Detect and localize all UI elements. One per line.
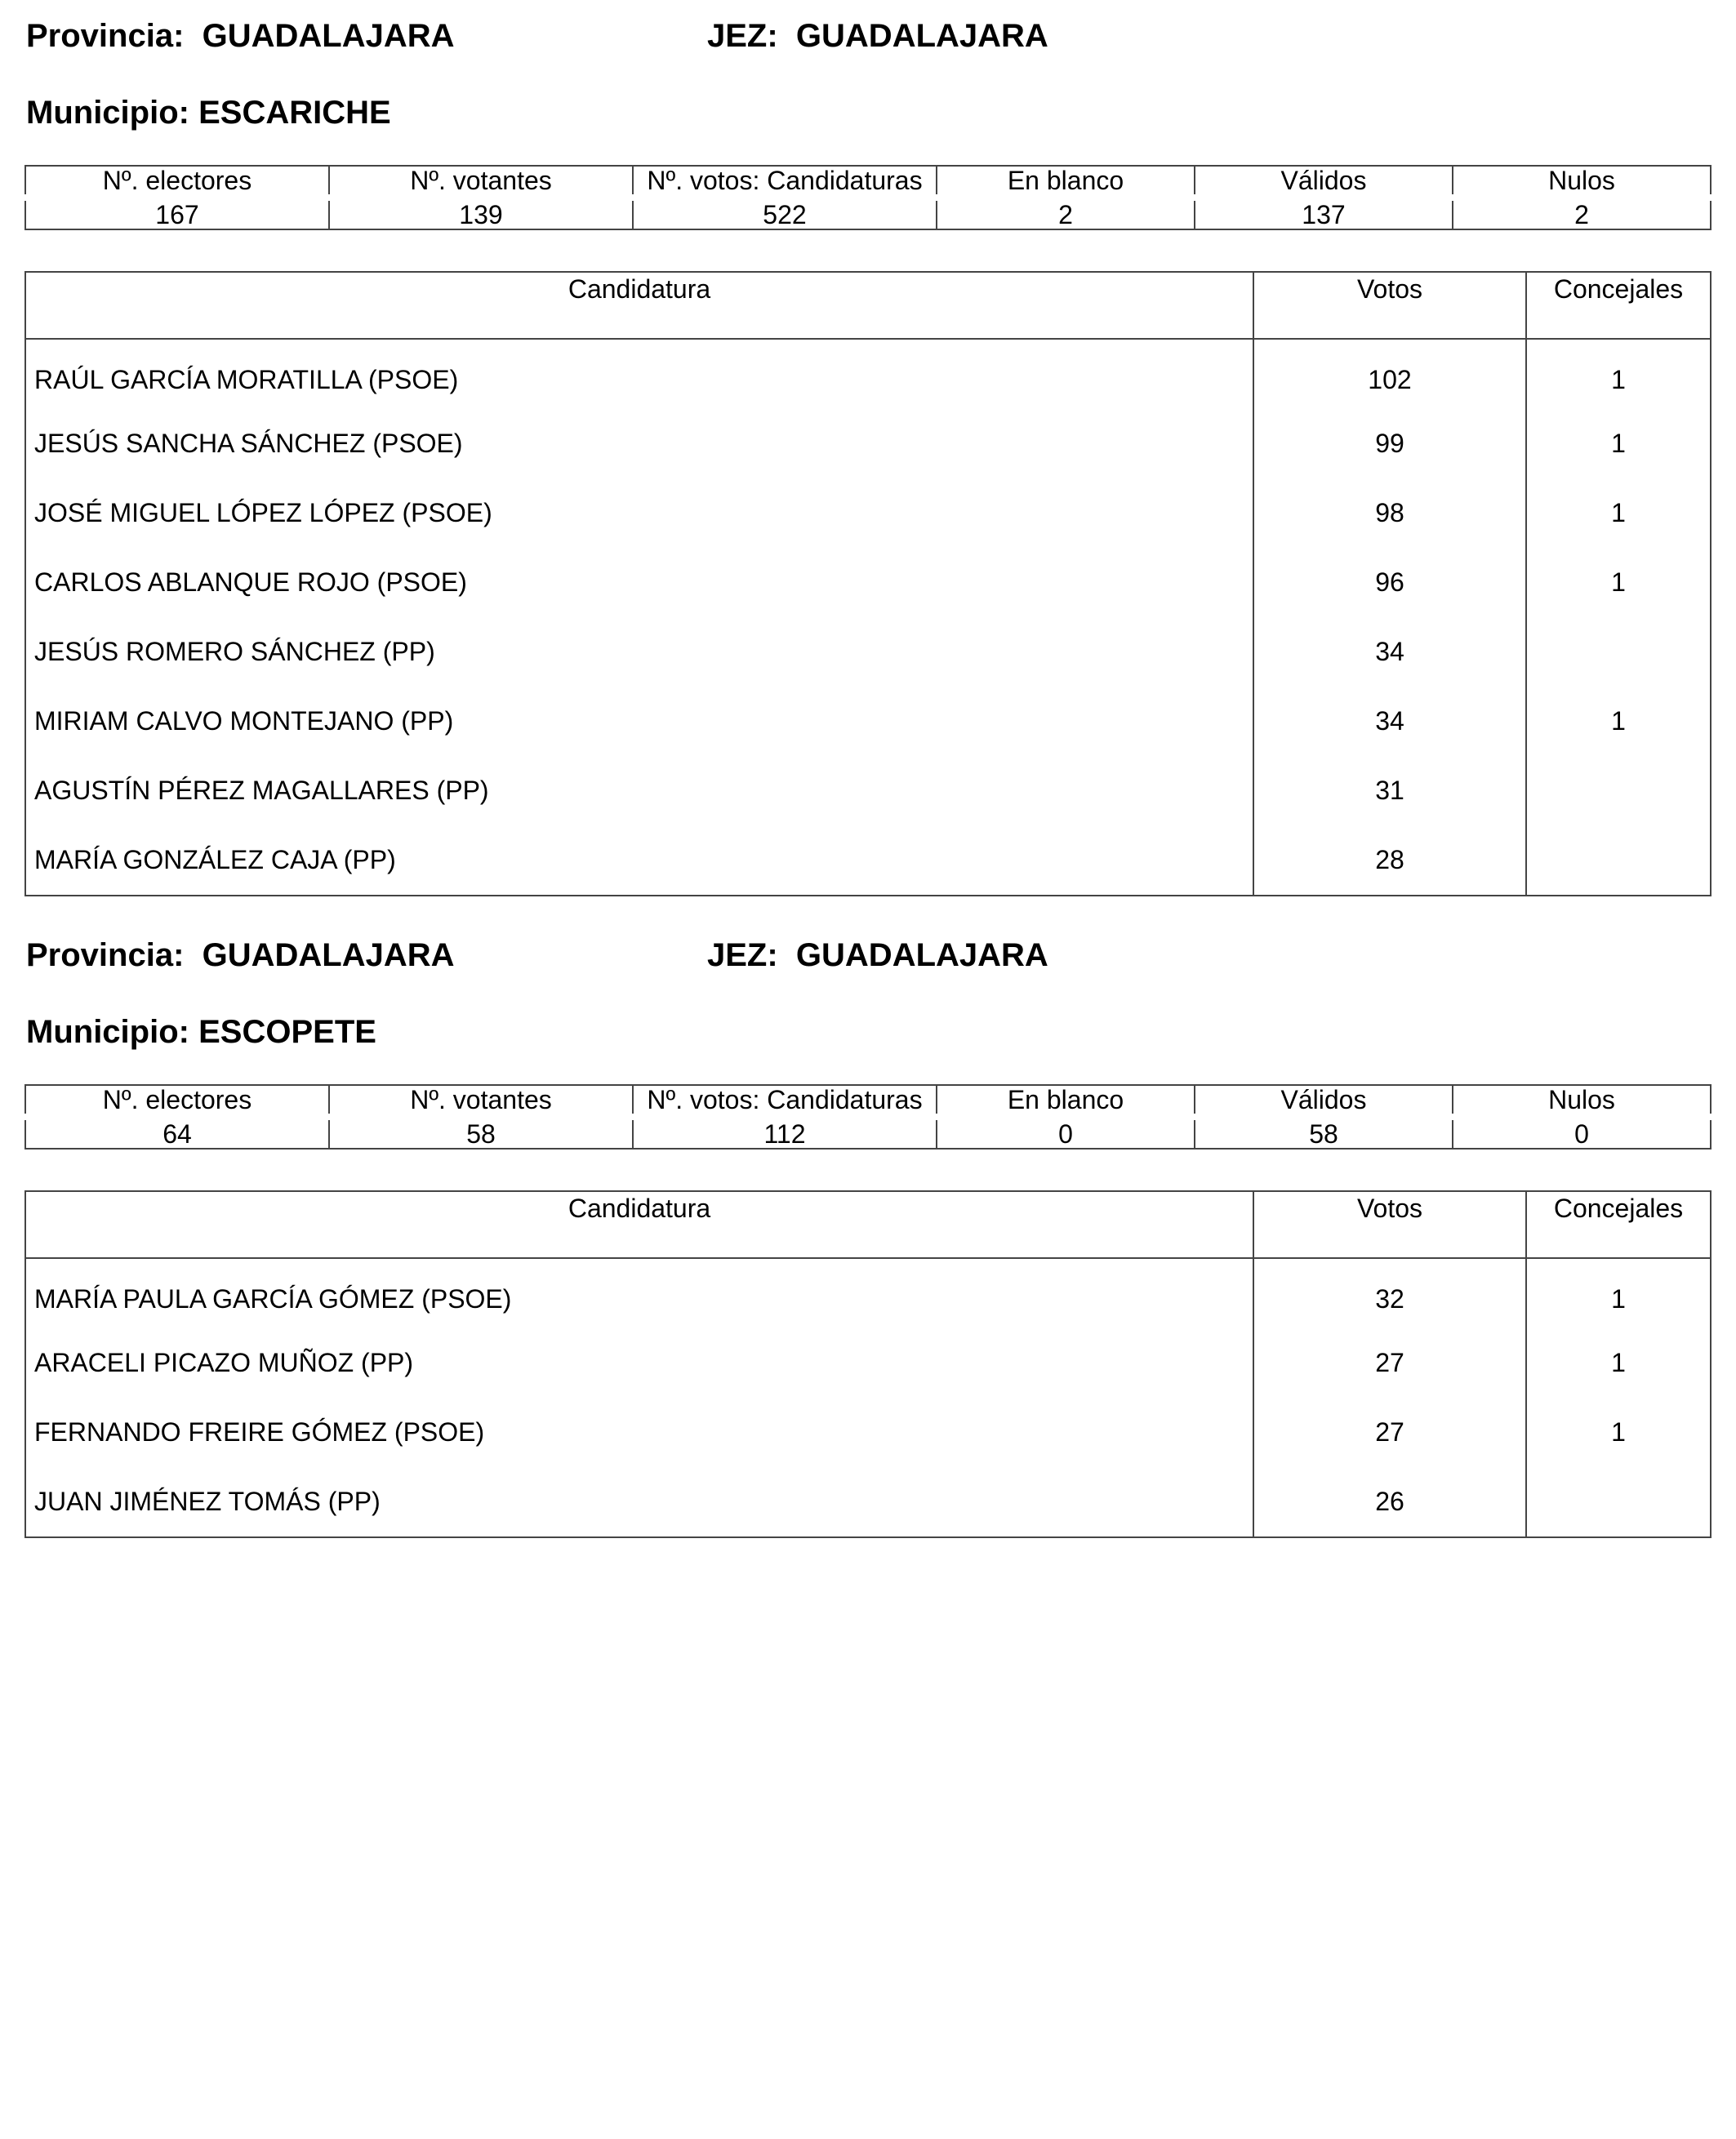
stats-header-validos: Válidos [1195, 166, 1453, 198]
candidate-name: JOSÉ MIGUEL LÓPEZ LÓPEZ (PSOE) [25, 478, 1253, 548]
provincia-value: GUADALAJARA [202, 937, 455, 973]
concejales-header: Concejales [1526, 272, 1711, 339]
candidate-concejales: 1 [1526, 409, 1711, 478]
candidate-concejales: 1 [1526, 339, 1711, 409]
stats-value-votantes: 139 [329, 198, 633, 229]
stats-header-nulos: Nulos [1453, 1085, 1711, 1117]
stats-header-validos: Válidos [1195, 1085, 1453, 1117]
provincia-label: Provincia: [26, 18, 185, 54]
municipio-label: Municipio: [26, 1014, 189, 1050]
candidate-name: MARÍA GONZÁLEZ CAJA (PP) [25, 825, 1253, 896]
provincia-label: Provincia: [26, 937, 185, 973]
candidates-table [24, 271, 1712, 896]
stats-value-electores: 167 [25, 198, 329, 229]
municipio-label: Municipio: [26, 95, 189, 131]
candidate-votos: 34 [1253, 687, 1526, 756]
candidate-name: MARÍA PAULA GARCÍA GÓMEZ (PSOE) [25, 1258, 1253, 1328]
stats-header-votos-candidaturas: Nº. votos: Candidaturas [633, 166, 937, 198]
candidates-header-row [25, 272, 1711, 339]
provincia-heading [26, 16, 455, 56]
jez-label: JEZ: [707, 18, 778, 54]
candidate-concejales: 1 [1526, 478, 1711, 548]
jez-heading [707, 16, 1048, 56]
stats-value-nulos: 2 [1453, 198, 1711, 229]
candidate-name: JESÚS SANCHA SÁNCHEZ (PSOE) [25, 409, 1253, 478]
stats-value-nulos: 0 [1453, 1117, 1711, 1149]
candidatura-header: Candidatura [25, 1191, 1253, 1258]
candidate-row [25, 339, 1711, 409]
candidate-name: ARACELI PICAZO MUÑOZ (PP) [25, 1328, 1253, 1398]
candidate-votos: 31 [1253, 756, 1526, 825]
votos-header: Votos [1253, 272, 1526, 339]
candidate-concejales: 1 [1526, 1258, 1711, 1328]
jez-value: GUADALAJARA [795, 937, 1048, 973]
municipio-heading [26, 1012, 376, 1052]
candidate-concejales [1526, 756, 1711, 825]
candidate-votos: 102 [1253, 339, 1526, 409]
municipio-value: ESCOPETE [198, 1014, 376, 1050]
stats-value-validos: 58 [1195, 1117, 1453, 1149]
stats-table [24, 165, 1712, 230]
candidate-votos: 27 [1253, 1328, 1526, 1398]
candidate-row [25, 1467, 1711, 1537]
stats-values-row [25, 198, 1711, 229]
candidate-votos: 27 [1253, 1398, 1526, 1467]
stats-header-en-blanco: En blanco [937, 166, 1195, 198]
candidate-concejales: 1 [1526, 1328, 1711, 1398]
candidate-votos: 32 [1253, 1258, 1526, 1328]
candidate-name: JESÚS ROMERO SÁNCHEZ (PP) [25, 617, 1253, 687]
stats-header-votantes: Nº. votantes [329, 1085, 633, 1117]
stats-header-row [25, 166, 1711, 198]
candidate-row [25, 756, 1711, 825]
candidate-votos: 99 [1253, 409, 1526, 478]
candidate-row [25, 617, 1711, 687]
provincia-heading [26, 936, 455, 975]
candidate-concejales: 1 [1526, 687, 1711, 756]
candidate-name: AGUSTÍN PÉREZ MAGALLARES (PP) [25, 756, 1253, 825]
stats-header-votantes: Nº. votantes [329, 166, 633, 198]
candidate-row [25, 1258, 1711, 1328]
jez-value: GUADALAJARA [795, 18, 1048, 54]
candidate-row [25, 825, 1711, 896]
concejales-header: Concejales [1526, 1191, 1711, 1258]
votos-header: Votos [1253, 1191, 1526, 1258]
candidate-votos: 96 [1253, 548, 1526, 617]
stats-value-votos-candidaturas: 112 [633, 1117, 937, 1149]
candidate-name: CARLOS ABLANQUE ROJO (PSOE) [25, 548, 1253, 617]
stats-header-electores: Nº. electores [25, 166, 329, 198]
candidates-table [24, 1190, 1712, 1538]
candidates-header-row [25, 1191, 1711, 1258]
candidate-votos: 98 [1253, 478, 1526, 548]
stats-value-electores: 64 [25, 1117, 329, 1149]
stats-value-validos: 137 [1195, 198, 1453, 229]
candidate-concejales [1526, 1467, 1711, 1537]
stats-header-row [25, 1085, 1711, 1117]
stats-header-en-blanco: En blanco [937, 1085, 1195, 1117]
candidate-row [25, 409, 1711, 478]
candidate-name: RAÚL GARCÍA MORATILLA (PSOE) [25, 339, 1253, 409]
stats-value-votantes: 58 [329, 1117, 633, 1149]
jez-label: JEZ: [707, 937, 778, 973]
stats-values-row [25, 1117, 1711, 1149]
candidate-name: FERNANDO FREIRE GÓMEZ (PSOE) [25, 1398, 1253, 1467]
stats-header-electores: Nº. electores [25, 1085, 329, 1117]
candidate-votos: 26 [1253, 1467, 1526, 1537]
candidate-concejales [1526, 617, 1711, 687]
provincia-value: GUADALAJARA [202, 18, 455, 54]
stats-table [24, 1084, 1712, 1150]
stats-value-en-blanco: 2 [937, 198, 1195, 229]
candidate-votos: 34 [1253, 617, 1526, 687]
municipio-heading [26, 93, 391, 132]
stats-value-en-blanco: 0 [937, 1117, 1195, 1149]
candidate-concejales: 1 [1526, 548, 1711, 617]
candidate-concejales: 1 [1526, 1398, 1711, 1467]
candidate-votos: 28 [1253, 825, 1526, 896]
jez-heading [707, 936, 1048, 975]
candidate-row [25, 548, 1711, 617]
candidate-row [25, 687, 1711, 756]
candidate-concejales [1526, 825, 1711, 896]
candidate-name: MIRIAM CALVO MONTEJANO (PP) [25, 687, 1253, 756]
municipio-value: ESCARICHE [198, 95, 391, 131]
candidate-row [25, 1328, 1711, 1398]
candidate-row [25, 1398, 1711, 1467]
stats-header-nulos: Nulos [1453, 166, 1711, 198]
stats-value-votos-candidaturas: 522 [633, 198, 937, 229]
candidatura-header: Candidatura [25, 272, 1253, 339]
candidate-name: JUAN JIMÉNEZ TOMÁS (PP) [25, 1467, 1253, 1537]
candidate-row [25, 478, 1711, 548]
stats-header-votos-candidaturas: Nº. votos: Candidaturas [633, 1085, 937, 1117]
